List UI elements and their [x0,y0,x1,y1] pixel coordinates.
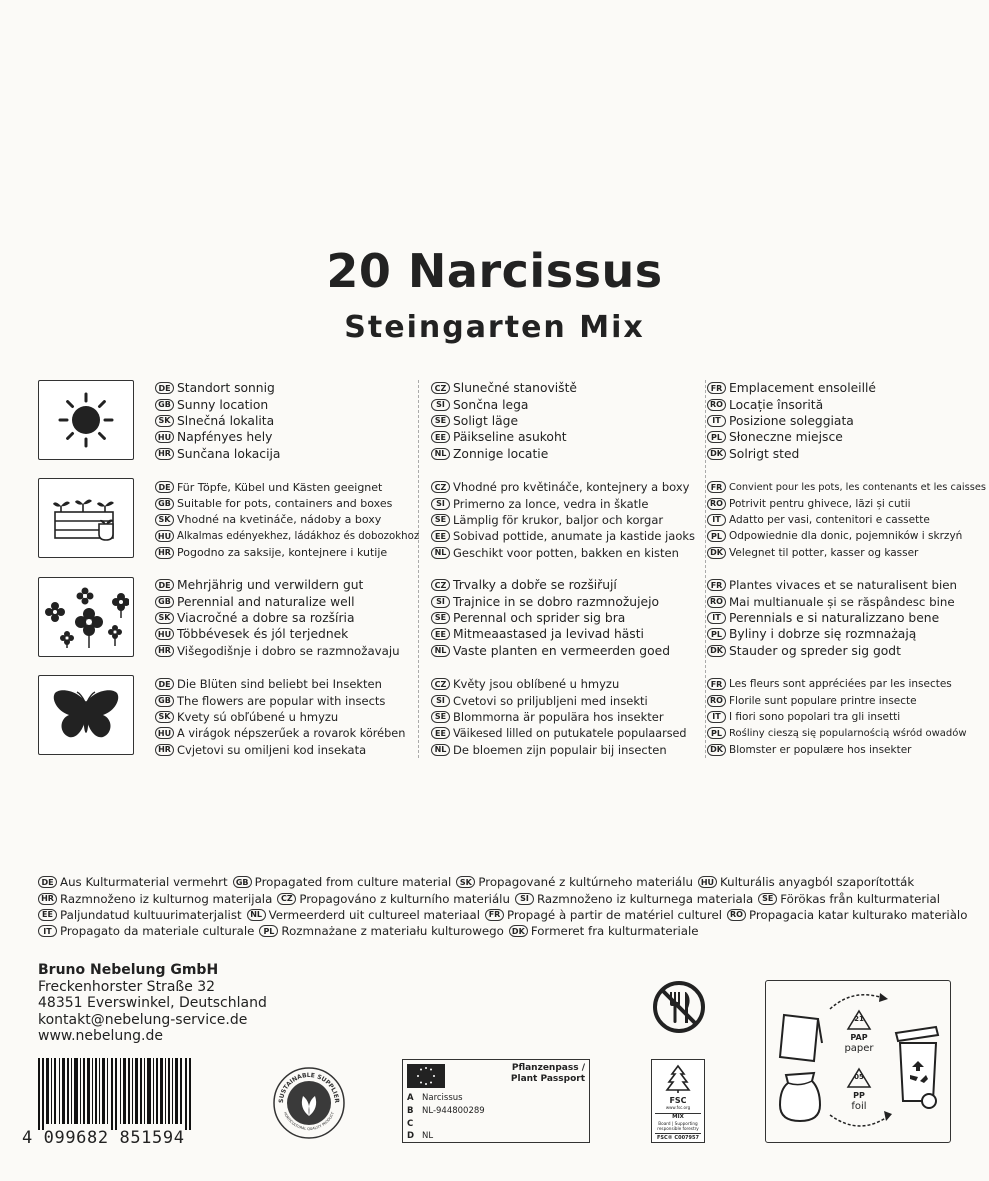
info-text: Alkalmas edényekhez, ládákhoz és dobozokhoz [177,530,420,542]
info-text: Lämplig för krukor, baljor och korgar [453,512,664,527]
info-line [431,479,701,495]
info-line [707,528,977,544]
language-code: HR [38,893,57,905]
culture-text: Propagated from culture material [254,875,452,890]
bag-icon [774,1069,826,1125]
info-line [431,725,701,741]
info-column-3 [707,479,986,561]
fsc-website: www.fsc.org [665,1105,691,1110]
pp-code: PP [853,1091,865,1100]
language-code: SI [431,596,450,608]
info-line [431,593,701,609]
company-street: Freckenhorster Straße 32 [38,978,216,995]
language-code: IT [707,415,726,427]
info-column-2 [431,577,701,659]
language-code: RO [707,498,726,510]
culture-line [38,890,958,906]
info-text: De bloemen zijn populair bij insecten [453,742,667,757]
language-code: SE [431,612,450,624]
info-text: Geschikt voor potten, bakken en kisten [453,545,679,560]
passport-title-de: Pflanzenpass / [511,1063,585,1073]
language-code: DE [155,481,174,493]
language-code: GB [155,399,174,411]
language-code: DK [707,547,726,559]
info-text: Blommorna är populära hos insekter [453,709,664,724]
language-code: CZ [431,579,450,591]
info-line [707,742,977,758]
language-code: NL [431,744,450,756]
info-text: Velegnet til potter, kasser og kasser [729,546,919,559]
info-text: Byliny i dobrze się rozmnażają [729,627,917,642]
info-line [707,380,977,396]
language-code: CZ [431,678,450,690]
culture-item [233,875,452,889]
language-code: SK [456,876,475,888]
info-line [155,692,425,708]
info-text: Die Blüten sind beliebt bei Insekten [177,677,382,692]
info-text: Pogodno za saksije, kontejnere i kutije [177,546,388,560]
info-text: Suitable for pots, containers and boxes [177,497,393,511]
culture-text: Vermeerderd uit cultureel materiaal [268,907,481,922]
info-column-1 [155,577,425,659]
culture-line [38,923,958,939]
language-code: SE [431,711,450,723]
passport-value-a: Narcissus [422,1093,463,1103]
culture-item [698,875,914,889]
info-column-1 [155,479,425,561]
info-text: Sončna lega [453,397,529,412]
info-text: Convient pour les pots, les contenants et les caisses [729,481,986,493]
info-text: Solrigt sted [729,446,800,461]
info-text: Perennal och sprider sig bra [453,610,626,625]
info-text: Für Töpfe, Kübel und Kästen geeignet [177,480,383,494]
info-line [155,512,425,528]
culture-text: Aus Kulturmaterial vermehrt [60,875,228,890]
info-column-3 [707,577,977,659]
passport-value-b: NL-944800289 [422,1106,485,1116]
language-code: EE [431,628,450,640]
info-line [155,577,425,593]
language-code: SE [431,415,450,427]
language-code: DK [707,448,726,460]
fsc-code: FSC® C007957 [655,1133,701,1142]
sun-icon [56,390,116,450]
info-text: Blomster er populære hos insekter [729,743,912,756]
info-column-3 [707,676,977,758]
planter-box-icon-box [38,478,134,558]
info-line [707,495,977,511]
info-line [707,610,977,626]
company-city: 48351 Everswinkel, Deutschland [38,995,267,1012]
sustainable-supplier-seal [272,1066,346,1140]
culture-text: Formeret fra kulturmateriale [530,924,699,939]
language-code: SI [431,695,450,707]
language-code: GB [155,596,174,608]
culture-line [38,874,958,890]
language-code: IT [707,514,726,526]
language-code: PL [707,530,726,542]
language-code: RO [727,909,746,921]
culture-text: Propagováno z kulturního materiálu [299,891,510,906]
info-line [155,446,425,462]
planter-box-icon [51,488,121,548]
language-code: HU [155,727,174,739]
language-code: DE [155,579,174,591]
info-line [707,692,977,708]
language-code: CZ [277,893,296,905]
culture-item [515,892,753,906]
language-code: SK [155,711,174,723]
info-line [431,643,701,659]
arrow-bottom-icon [826,1111,896,1137]
info-text: Sobivad pottide, anumate ja kastide jaoks [453,529,696,544]
info-text: Višegodišnje i dobro se razmnožavaju [177,643,400,658]
culture-item [485,908,722,922]
info-text: Napfényes hely [177,430,273,445]
company-website: www.nebelung.de [38,1028,163,1045]
passport-value-d: NL [422,1131,434,1141]
language-code: HU [155,628,174,640]
info-text: Vhodné pro květináče, kontejnery a boxy [453,480,690,495]
info-text: Potrivit pentru ghivece, lăzi și cutii [729,497,911,510]
culture-text: Propagato da materiale culturale [60,924,255,939]
language-code: PL [707,431,726,443]
info-line [155,676,425,692]
info-line [707,709,977,725]
info-line [431,512,701,528]
flowers-icon [43,584,129,650]
info-text: Primerno za lonce, vedra in škatle [453,496,649,511]
info-text: Odpowiednie dla donic, pojemników i skrzyń [729,530,963,543]
passport-row-b: B NL-944800289 [407,1106,485,1116]
product-title: 20 Narcissus [326,244,663,298]
pap-code: PAP [850,1033,868,1042]
info-text: Mitmeaastased ja levivad hästi [453,627,644,642]
language-code: PL [707,727,726,739]
product-subtitle: Steingarten Mix [344,310,645,345]
language-code: HU [698,876,717,888]
info-line [155,725,425,741]
info-line [155,545,425,561]
pap-label: paper [844,1043,874,1054]
language-code: FR [707,579,726,591]
language-code: HR [155,744,174,756]
info-line [431,413,701,429]
info-column-2 [431,479,701,561]
language-code: CZ [431,382,450,394]
culture-item [38,875,228,889]
info-column-2 [431,676,701,758]
pap-number: 21 [854,1015,864,1023]
plant-passport [402,1059,590,1143]
language-code: RO [707,596,726,608]
language-code: HU [155,530,174,542]
seal-bottom-text: HORTICULTURAL QUALITY PRODUCT [282,1111,336,1132]
info-line [707,577,977,593]
info-line [707,626,977,642]
culture-text: Paljundatud kultuurimaterjalist [60,907,242,922]
language-code: HR [155,645,174,657]
language-code: RO [707,695,726,707]
info-text: Perennial and naturalize well [177,594,355,609]
info-text: Mehrjährig und verwildern gut [177,578,364,593]
language-code: CZ [431,481,450,493]
info-line [155,709,425,725]
info-text: Slunečné stanoviště [453,381,577,396]
info-text: A virágok népszerűek a rovarok körében [177,726,406,740]
company-address [38,962,267,1045]
language-code: EE [431,431,450,443]
info-line [431,545,701,561]
info-line [707,413,977,429]
language-code: SI [515,893,534,905]
info-line [155,479,425,495]
info-line [707,593,977,609]
info-text: Słoneczne miejsce [729,430,843,445]
culture-text: Kulturális anyagból szaporították [719,875,915,890]
passport-title-en: Plant Passport [510,1074,585,1084]
info-line [155,610,425,626]
info-column-1 [155,380,425,462]
language-code: IT [707,711,726,723]
language-code: PL [707,628,726,640]
culture-item [38,892,272,906]
info-line [155,380,425,396]
info-line [707,725,977,741]
language-code: SE [431,514,450,526]
info-text: Les fleurs sont appréciées par les insectes [729,678,952,691]
culture-item [456,875,693,889]
language-code: FR [707,481,726,493]
info-line [431,528,701,544]
info-line [431,692,701,708]
info-text: Sunčana lokacija [177,446,281,461]
culture-text: Razmnoženo iz kulturnog materijala [60,891,273,906]
info-line [707,512,977,528]
info-line [155,413,425,429]
info-line [431,709,701,725]
fsc-tree-icon [662,1064,694,1094]
info-text: Rośliny cieszą się popularnością wśród owadów [729,727,967,739]
language-code: EE [431,727,450,739]
sun-icon-box [38,380,134,460]
info-column-2 [431,380,701,462]
info-line [155,528,425,544]
info-text: Locație însorită [729,397,824,412]
passport-row-d: D NL [407,1131,434,1141]
passport-row-c: C [407,1119,414,1129]
butterfly-icon [51,687,121,743]
info-text: Väikesed lilled on putukatele populaarsed [453,726,687,740]
info-text: Květy jsou oblíbené u hmyzu [453,677,620,692]
language-code: IT [38,925,57,937]
pp-number: 05 [854,1073,864,1081]
language-code: HU [155,431,174,443]
culture-text: Propagované z kultúrneho materiálu [478,875,693,890]
language-code: DE [155,678,174,690]
language-code: SK [155,514,174,526]
info-line [155,742,425,758]
info-text: Stauder og spreder sig godt [729,643,901,658]
barcode [38,1058,193,1130]
flowers-icon-box [38,577,134,657]
info-text: Slnečná lokalita [177,413,275,428]
info-text: Cvjetovi su omiljeni kod insekata [177,742,367,757]
info-line [431,626,701,642]
not-edible-icon [652,980,706,1034]
recycling-bin-icon [894,1025,944,1111]
info-text: I fiori sono popolari tra gli insetti [729,710,901,723]
language-code: FR [707,382,726,394]
company-name: Bruno Nebelung GmbH [38,962,219,978]
info-line [431,380,701,396]
language-code: IT [707,612,726,624]
info-line [707,396,977,412]
culture-text: Förökas från kulturmaterial [780,891,941,906]
info-line [155,396,425,412]
info-line [707,429,977,445]
culture-text: Propagé à partir de matériel culturel [507,907,722,922]
language-code: SI [431,498,450,510]
culture-item [509,924,699,938]
language-code: HR [155,448,174,460]
culture-item [277,892,510,906]
passport-row-a: A Narcissus [407,1093,463,1103]
info-line [431,429,701,445]
culture-line [38,907,968,923]
language-code: EE [431,530,450,542]
fsc-text: FSC [669,1096,687,1105]
info-line [707,446,977,462]
language-code: RO [707,399,726,411]
passport-header [511,1063,585,1085]
pp-label: foil [851,1101,867,1112]
info-text: Többévesek és jól terjednek [177,627,349,642]
info-text: Trvalky a dobře se rozšiřují [453,578,617,593]
info-text: The flowers are popular with insects [177,693,386,708]
info-line [155,495,425,511]
info-text: Mai multianuale și se răspândesc bine [729,594,955,609]
info-line [431,676,701,692]
info-line [155,429,425,445]
language-code: NL [431,645,450,657]
language-code: NL [431,448,450,460]
info-line [431,610,701,626]
language-code: SI [431,399,450,411]
info-text: Trajnice in se dobro razmnožujejo [453,594,660,609]
language-code: HR [155,547,174,559]
language-code: EE [38,909,57,921]
info-line [707,545,977,561]
recycling-info [765,980,951,1143]
info-line [431,495,701,511]
fsc-mix: MIX [655,1113,701,1121]
info-text: Päikseline asukoht [453,430,567,445]
fsc-mix-label [651,1059,705,1143]
info-text: Standort sonnig [177,381,275,396]
culture-item [247,908,480,922]
language-code: NL [247,909,266,921]
butterfly-icon-box [38,675,134,755]
barcode-number: 4 099682 851594 [22,1128,185,1148]
paper-sheet-icon [776,1011,826,1069]
culture-material-statement [38,874,968,940]
culture-item [259,924,503,938]
seal-top-text: SUSTAINABLE SUPPLIER [277,1071,341,1104]
culture-item [727,908,967,922]
info-text: Cvetovi so priljubljeni med insekti [453,693,648,708]
language-code: DE [155,382,174,394]
fsc-description: Board | Supporting responsible forestry [657,1121,699,1131]
info-line [155,593,425,609]
culture-item [38,924,254,938]
culture-text: Razmnoženo iz kulturnega materiala [536,891,754,906]
language-code: GB [155,498,174,510]
info-line [707,643,977,659]
info-line [155,626,425,642]
column-divider [705,380,706,758]
language-code: PL [259,925,278,937]
info-text: Sunny location [177,397,269,412]
info-line [431,742,701,758]
info-line [155,643,425,659]
language-code: DE [38,876,57,888]
language-code: FR [485,909,504,921]
info-text: Florile sunt populare printre insecte [729,694,917,707]
company-email: kontakt@nebelung-service.de [38,1011,248,1028]
info-text: Emplacement ensoleillé [729,381,876,396]
eu-flag-icon [407,1064,445,1088]
info-text: Soligt läge [453,413,519,428]
info-text: Adatto per vasi, contenitori e cassette [729,513,930,526]
info-text: Zonnige locatie [453,446,549,461]
language-code: GB [155,695,174,707]
info-line [707,676,977,692]
culture-text: Rozmnażane z materiału kulturowego [281,924,504,939]
info-text: Vhodné na kvetináče, nádoby a boxy [177,513,382,527]
info-text: Perennials e si naturalizzano bene [729,610,940,625]
culture-item [758,892,940,906]
info-text: Posizione soleggiata [729,413,854,428]
info-text: Plantes vivaces et se naturalisent bien [729,578,957,593]
culture-item [38,908,242,922]
language-code: SE [758,893,777,905]
info-line [431,577,701,593]
info-column-3 [707,380,977,462]
language-code: FR [707,678,726,690]
info-text: Vaste planten en vermeerden goed [453,643,671,658]
info-column-1 [155,676,425,758]
language-code: NL [431,547,450,559]
info-text: Kvety sú obľúbené u hmyzu [177,709,339,724]
culture-text: Propagacia katar kulturako materiàlo [748,907,968,922]
language-code: DK [707,744,726,756]
info-line [707,479,986,495]
language-code: DK [509,925,528,937]
info-line [431,396,701,412]
info-text: Viacročné a dobre sa rozšíria [177,610,355,625]
language-code: SK [155,612,174,624]
language-code: GB [233,876,252,888]
language-code: DK [707,645,726,657]
info-line [431,446,701,462]
language-code: SK [155,415,174,427]
